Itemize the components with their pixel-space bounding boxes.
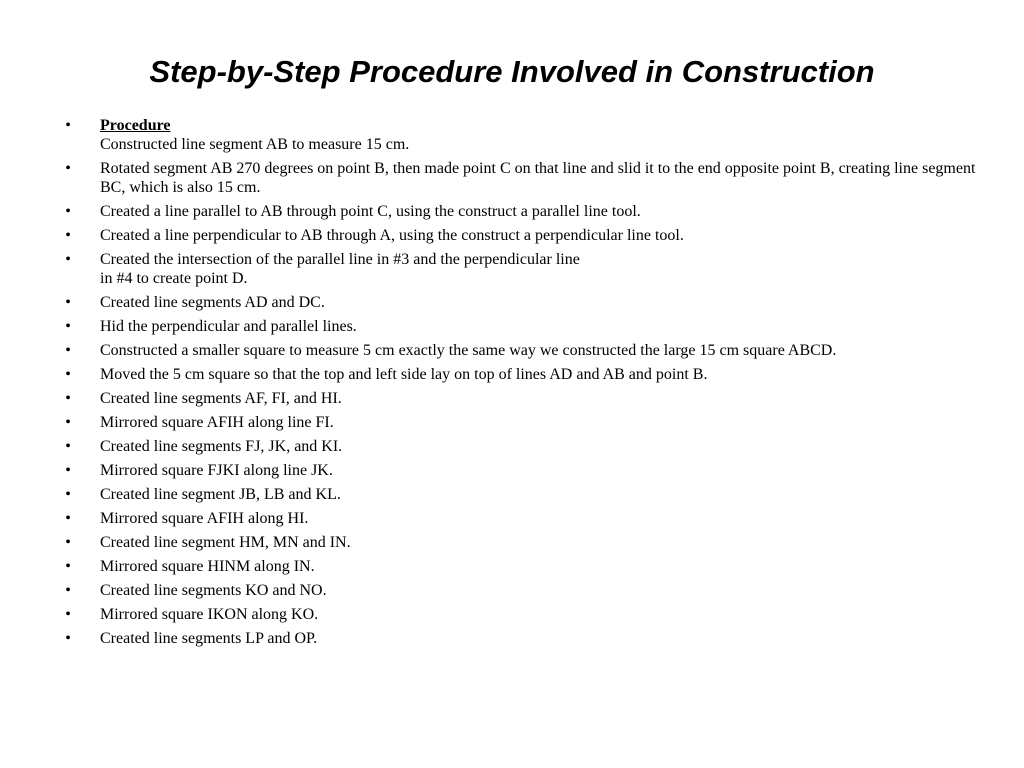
- step-text: Mirrored square IKON along KO.: [100, 606, 319, 623]
- bullet-icon: •: [65, 318, 71, 335]
- bullet-icon: •: [65, 160, 71, 177]
- step-text: Mirrored square AFIH along HI.: [100, 510, 309, 527]
- step-text: Mirrored square HINM along IN.: [100, 558, 315, 575]
- list-item: [62, 437, 982, 456]
- list-item: [62, 557, 982, 576]
- bullet-icon: •: [65, 462, 71, 479]
- bullet-icon: •: [65, 251, 71, 268]
- list-item: [62, 202, 982, 221]
- bullet-icon: •: [65, 606, 71, 623]
- list-item: [62, 581, 982, 600]
- step-text: Mirrored square AFIH along line FI.: [100, 414, 334, 431]
- list-item: [62, 485, 982, 504]
- step-text: Created line segments AF, FI, and HI.: [100, 390, 342, 407]
- bullet-icon: •: [65, 630, 71, 647]
- list-item: [62, 605, 982, 624]
- step-text: Created line segments FJ, JK, and KI.: [100, 438, 343, 455]
- list-item-procedure: [62, 116, 982, 154]
- list-item: [62, 159, 982, 197]
- step-text-line: Created the intersection of the parallel line in #3 and the perpendicular line: [100, 251, 580, 268]
- step-text: Created line segments AD and DC.: [100, 294, 325, 311]
- bullet-icon: •: [65, 227, 71, 244]
- bullet-icon: •: [65, 582, 71, 599]
- bullet-icon: •: [65, 534, 71, 551]
- bullet-icon: •: [65, 390, 71, 407]
- bullet-icon: •: [65, 366, 71, 383]
- bullet-icon: •: [65, 342, 71, 359]
- list-item: [62, 226, 982, 245]
- step-text: Rotated segment AB 270 degrees on point B, then made point C on that line and slid it to the end opposite point B, creating line segment BC, which is also 15 cm.: [100, 160, 976, 196]
- list-item: [62, 629, 982, 648]
- list-item: [62, 461, 982, 480]
- list-item: [62, 365, 982, 384]
- bullet-icon: •: [65, 438, 71, 455]
- step-text-line: in #4 to create point D.: [100, 270, 248, 287]
- step-text: Created line segment JB, LB and KL.: [100, 486, 341, 503]
- slide-title: Step-by-Step Procedure Involved in Construction: [149, 54, 875, 89]
- bullet-icon: •: [65, 486, 71, 503]
- step-text: Constructed a smaller square to measure 5 cm exactly the same way we constructed the large 15 cm square ABCD.: [100, 342, 837, 359]
- bullet-icon: •: [65, 510, 71, 527]
- step-text: Created line segment HM, MN and IN.: [100, 534, 351, 551]
- procedure-list: [62, 116, 982, 653]
- procedure-first-step: Constructed line segment AB to measure 15 cm.: [100, 136, 410, 153]
- bullet-icon: •: [65, 414, 71, 431]
- bullet-icon: •: [65, 558, 71, 575]
- bullet-icon: •: [65, 203, 71, 220]
- procedure-heading: Procedure: [100, 117, 171, 134]
- step-text: Hid the perpendicular and parallel lines.: [100, 318, 357, 335]
- list-item: [62, 413, 982, 432]
- list-item: [62, 250, 982, 288]
- list-item: [62, 293, 982, 312]
- list-item: [62, 341, 982, 360]
- list-item: [62, 509, 982, 528]
- step-text: Mirrored square FJKI along line JK.: [100, 462, 333, 479]
- step-text: Moved the 5 cm square so that the top and left side lay on top of lines AD and AB and point B.: [100, 366, 708, 383]
- list-item: [62, 317, 982, 336]
- list-item: [62, 533, 982, 552]
- step-text: Created a line perpendicular to AB through A, using the construct a perpendicular line tool.: [100, 227, 684, 244]
- step-text: Created a line parallel to AB through point C, using the construct a parallel line tool.: [100, 203, 641, 220]
- bullet-icon: •: [65, 117, 71, 134]
- step-text: Created line segments KO and NO.: [100, 582, 327, 599]
- bullet-icon: •: [65, 294, 71, 311]
- step-text: Created line segments LP and OP.: [100, 630, 318, 647]
- list-item: [62, 389, 982, 408]
